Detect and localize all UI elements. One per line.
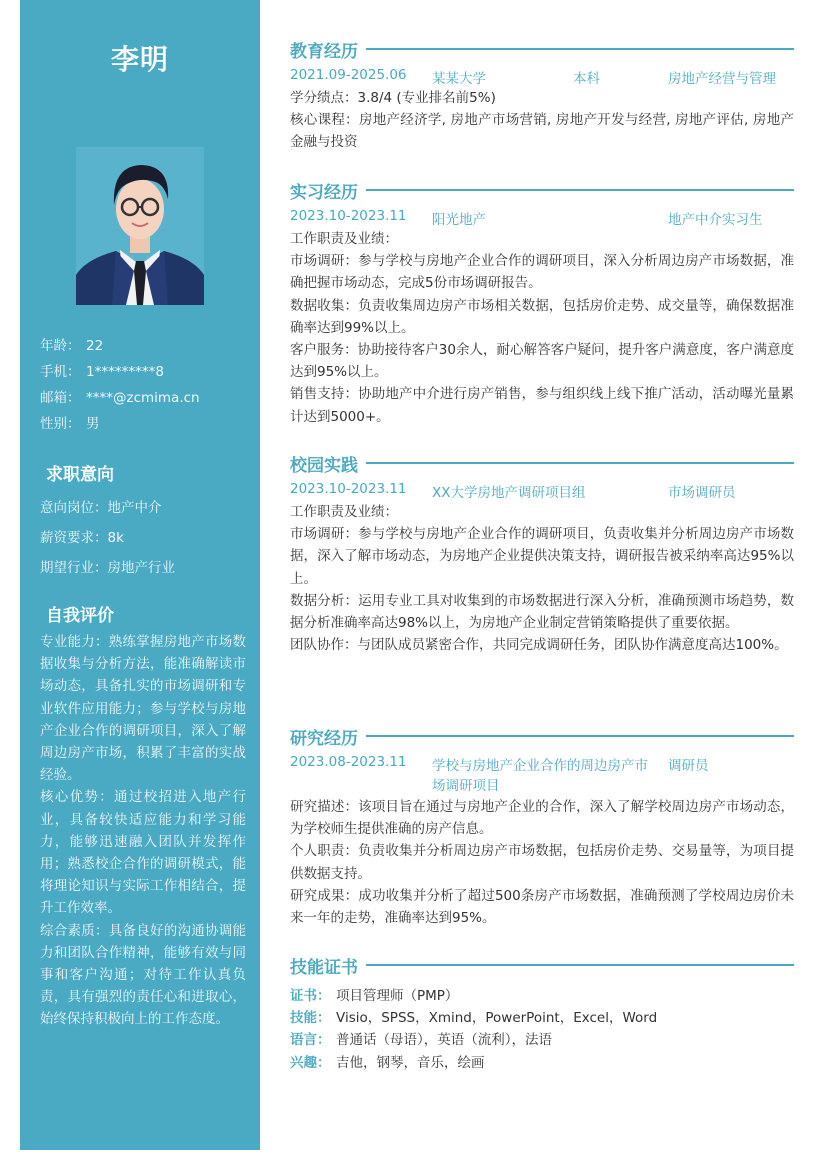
section-skills <box>290 953 794 1074</box>
job-intent <box>40 493 250 583</box>
internship-meta <box>290 206 794 228</box>
section-title: 实习经历 <box>290 182 358 203</box>
section-divider <box>366 735 794 737</box>
education-details: 学分绩点：3.8/4 (专业排名前5%) 核心课程：房地产经济学, 房地产市场营销, 房地产开发与经营, 房地产评估, 房地产金融与投资 <box>290 90 794 151</box>
research-period: 2023.08-2023.11 <box>290 754 407 770</box>
self-evaluation <box>40 631 246 1031</box>
research-meta <box>290 752 794 796</box>
section-header <box>290 953 794 977</box>
skill-row-hobbies: 兴趣： 吉他，钢琴，音乐，绘画 <box>290 1054 485 1071</box>
research-project-cont: 场调研项目 <box>432 778 500 794</box>
campus-meta <box>290 479 794 501</box>
section-education <box>290 37 794 154</box>
section-header <box>290 37 794 61</box>
education-degree: 本科 <box>573 71 600 87</box>
personal-info <box>40 333 250 437</box>
internship-details: 工作职责及业绩： 市场调研：参与学校与房地产企业合作的调研项目，深入分析周边房产市场数据，准确把握市场动态，完成5份市场调研报告。 数据收集：负责收集周边房产市场相关数据，包括房价走势、成交量等，确保数据准确率达到99%以上。 客户服务：协助接待客户30余人，耐心解答客户疑问，提升客户满意度，客户满意度达到95%以上。 销售支持：协助地产中介进行房产销售，参与组织线上线下推广活动，活动曝光量累计达到5000+。 <box>290 231 794 425</box>
info-gender: 性别： 男 <box>40 416 100 432</box>
section-title: 校园实践 <box>290 455 358 476</box>
info-email: 邮箱： ****@zcmima.cn <box>40 390 200 406</box>
education-major: 房地产经营与管理 <box>668 71 776 87</box>
profile-photo <box>76 147 204 305</box>
sidebar <box>20 0 260 1150</box>
section-divider <box>366 964 794 966</box>
self-eval-title: 自我评价 <box>46 606 114 626</box>
info-phone: 手机： 1*********8 <box>40 364 164 380</box>
info-age: 年龄： 22 <box>40 338 104 354</box>
skills-list <box>290 985 794 1074</box>
candidate-name: 李明 <box>110 43 169 76</box>
internship-period: 2023.10-2023.11 <box>290 208 407 224</box>
section-title: 技能证书 <box>290 957 358 978</box>
section-title: 研究经历 <box>290 728 358 749</box>
campus-details: 工作职责及业绩： 市场调研：参与学校与房地产企业合作的调研项目，负责收集并分析周边房产市场数据，深入了解市场动态，为房地产企业提供决策支持，调研报告被采纳率高达95%以上。 数据分析：运用专业工具对收集到的市场数据进行深入分析，准确预测市场趋势，数据分析准确率高达98%以上，为房地产企业制定营销策略提供了重要依据。 团队协作：与团队成员紧密合作，共同完成调研任务，团队协作满意度高达100%。 <box>290 504 794 654</box>
education-school: 某某大学 <box>432 71 486 87</box>
skill-row-cert: 证书： 项目管理师（PMP） <box>290 988 459 1004</box>
intent-title: 求职意向 <box>46 465 114 485</box>
research-project: 学校与房地产企业合作的周边房产市 <box>432 758 648 774</box>
intent-industry: 期望行业：房地产行业 <box>40 560 175 576</box>
internship-role: 地产中介实习生 <box>668 212 763 228</box>
self-eval-paragraph: 专业能力：熟练掌握房地产市场数据收集与分析方法，能准确解读市场动态，具备扎实的市场调研和专业软件应用能力；参与学校与房地产企业合作的调研项目，深入了解周边房产市场，积累了丰富的实战经验。 <box>40 634 246 784</box>
intent-position: 意向岗位：地产中介 <box>40 500 162 516</box>
skill-row-language: 语言： 普通话（母语），英语（流利），法语 <box>290 1032 552 1049</box>
campus-role: 市场调研员 <box>668 485 736 501</box>
self-eval-paragraph: 核心优势：通过校招进入地产行业，具备较快适应能力和学习能力，能够迅速融入团队并发挥作用；熟悉校企合作的调研模式，能将理论知识与实际工作相结合，提升工作效率。 <box>40 789 246 917</box>
section-header <box>290 451 794 475</box>
skill-row-tools: 技能： Visio，SPSS，Xmind，PowerPoint，Excel，Word <box>290 1010 658 1027</box>
research-details: 研究描述：该项目旨在通过与房地产企业的合作，深入了解学校周边房产市场动态，为学校师生提供准确的房产信息。 个人职责：负责收集并分析周边房产市场数据，包括房价走势、交易量等，为项目提供数据支持。 研究成果：成功收集并分析了超过500条房产市场数据，准确预测了学校周边房价未来一年的走势，准确率达到95%。 <box>290 799 794 927</box>
section-header <box>290 178 794 202</box>
research-role: 调研员 <box>668 758 709 774</box>
section-research <box>290 724 794 929</box>
section-header <box>290 724 794 748</box>
section-title: 教育经历 <box>290 41 358 62</box>
intent-salary: 薪资要求：8k <box>40 530 124 546</box>
portrait-icon <box>76 147 204 305</box>
section-internship <box>290 178 794 428</box>
campus-org: XX大学房地产调研项目组 <box>432 485 586 501</box>
section-divider <box>366 48 794 50</box>
section-divider <box>366 189 794 191</box>
campus-period: 2023.10-2023.11 <box>290 481 407 497</box>
education-period: 2021.09-2025.06 <box>290 67 407 83</box>
section-campus <box>290 451 794 656</box>
section-divider <box>366 462 794 464</box>
internship-company: 阳光地产 <box>432 212 486 228</box>
self-eval-paragraph: 综合素质：具备良好的沟通协调能力和团队合作精神，能够有效与同事和客户沟通；对待工作认真负责，具有强烈的责任心和进取心，始终保持积极向上的工作态度。 <box>40 922 246 1028</box>
education-meta <box>290 65 794 87</box>
